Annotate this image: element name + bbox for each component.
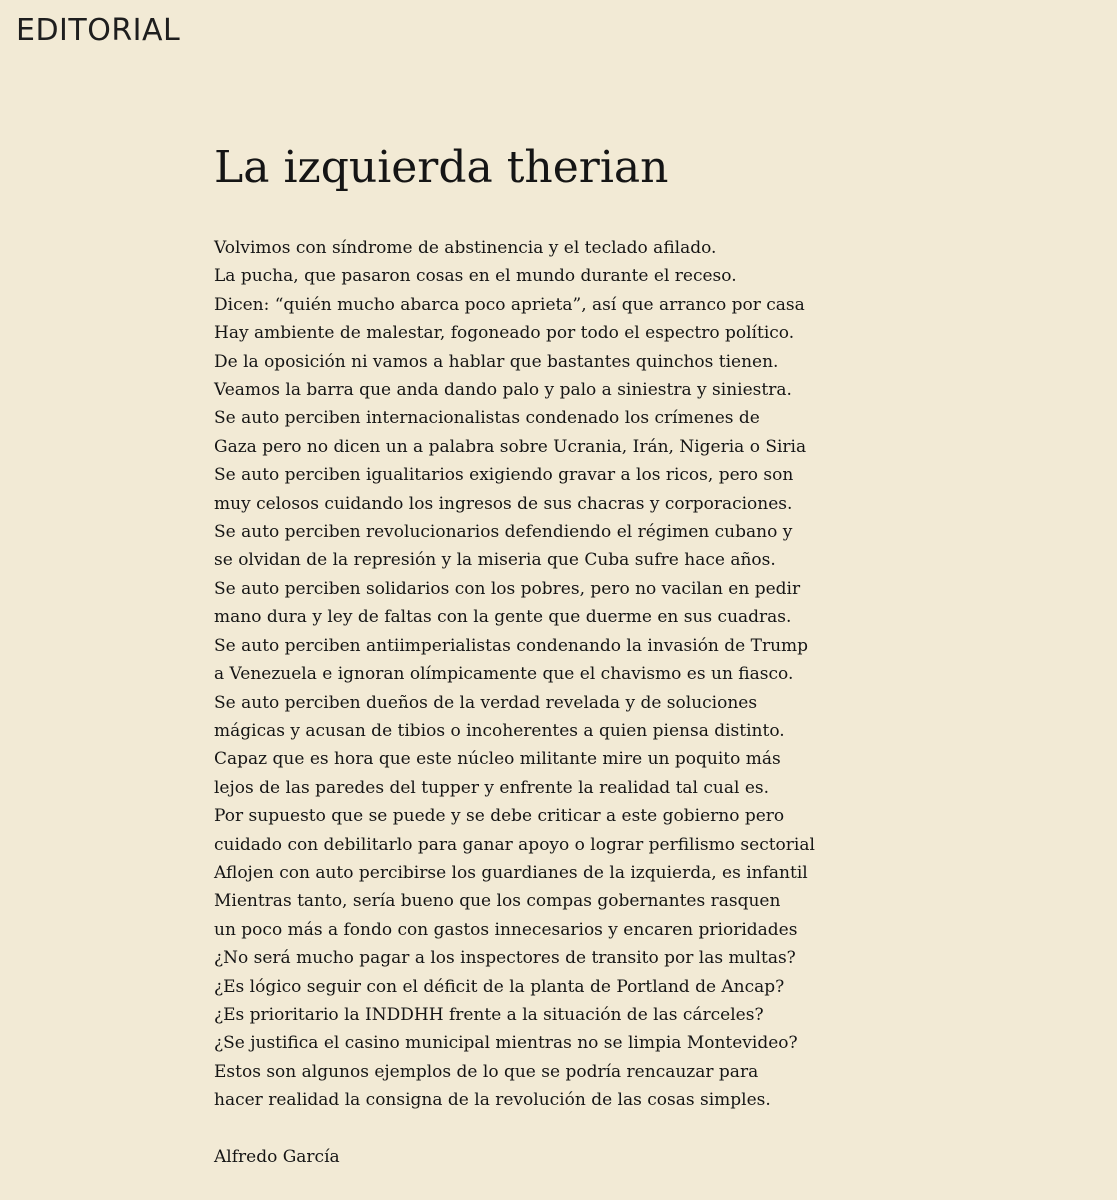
section-label: EDITORIAL xyxy=(16,13,181,48)
body-line: mano dura y ley de faltas con la gente que duerme en sus cuadras. xyxy=(214,607,792,628)
body-line: Estos son algunos ejemplos de lo que se podría rencauzar para xyxy=(214,1061,759,1082)
body-line: ¿Es prioritario la INDDHH frente a la situación de las cárceles? xyxy=(214,1004,764,1025)
body-line: a Venezuela e ignoran olímpicamente que el chavismo es un fiasco. xyxy=(214,664,794,685)
body-line: La pucha, que pasaron cosas en el mundo durante el receso. xyxy=(214,266,737,287)
editorial-article xyxy=(214,136,854,1171)
body-line: Se auto perciben revolucionarios defendiendo el régimen cubano y xyxy=(214,522,793,543)
body-line: cuidado con debilitarlo para ganar apoyo o lograr perfilismo sectorial xyxy=(214,834,815,855)
article-title: La izquierda therian xyxy=(214,142,669,193)
body-line: muy celosos cuidando los ingresos de sus chacras y corporaciones. xyxy=(214,493,793,514)
body-line: ¿Es lógico seguir con el déficit de la planta de Portland de Ancap? xyxy=(214,976,785,997)
body-line: lejos de las paredes del tupper y enfrente la realidad tal cual es. xyxy=(214,777,770,798)
body-line: Por supuesto que se puede y se debe criticar a este gobierno pero xyxy=(214,806,785,827)
body-line: hacer realidad la consigna de la revolución de las cosas simples. xyxy=(214,1090,771,1111)
body-line: Se auto perciben dueños de la verdad revelada y de soluciones xyxy=(214,692,758,713)
body-line: ¿Se justifica el casino municipal mientras no se limpia Montevideo? xyxy=(214,1033,798,1054)
body-line: Aflojen con auto percibirse los guardianes de la izquierda, es infantil xyxy=(214,862,808,883)
body-line: Se auto perciben antiimperialistas condenando la invasión de Trump xyxy=(214,635,809,656)
body-line: un poco más a fondo con gastos innecesarios y encaren prioridades xyxy=(214,919,798,940)
body-line: Volvimos con síndrome de abstinencia y el teclado afilado. xyxy=(214,238,717,258)
body-line: mágicas y acusan de tibios o incoherentes a quien piensa distinto. xyxy=(214,720,785,741)
body-line: Se auto perciben igualitarios exigiendo gravar a los ricos, pero son xyxy=(214,465,794,486)
body-line: Dicen: “quién mucho abarca poco aprieta”, así que arranco por casa xyxy=(214,294,805,315)
body-line: ¿No será mucho pagar a los inspectores de transito por las multas? xyxy=(214,948,796,969)
article-body xyxy=(214,234,854,1115)
body-line: Hay ambiente de malestar, fogoneado por todo el espectro político. xyxy=(214,323,795,344)
body-line: Se auto perciben internacionalistas condenado los crímenes de xyxy=(214,408,760,429)
body-line: Capaz que es hora que este núcleo militante mire un poquito más xyxy=(214,749,781,770)
body-line: se olvidan de la represión y la miseria que Cuba sufre hace años. xyxy=(214,550,776,571)
article-author: Alfredo García xyxy=(214,1146,340,1167)
body-line: Gaza pero no dicen un a palabra sobre Ucrania, Irán, Nigeria o Siria xyxy=(214,436,807,457)
body-line: Se auto perciben solidarios con los pobres, pero no vacilan en pedir xyxy=(214,578,801,599)
body-line: Mientras tanto, sería bueno que los compas gobernantes rasquen xyxy=(214,891,781,912)
body-line: De la oposición ni vamos a hablar que bastantes quinchos tienen. xyxy=(214,351,779,372)
body-line: Veamos la barra que anda dando palo y palo a siniestra y siniestra. xyxy=(214,380,792,401)
